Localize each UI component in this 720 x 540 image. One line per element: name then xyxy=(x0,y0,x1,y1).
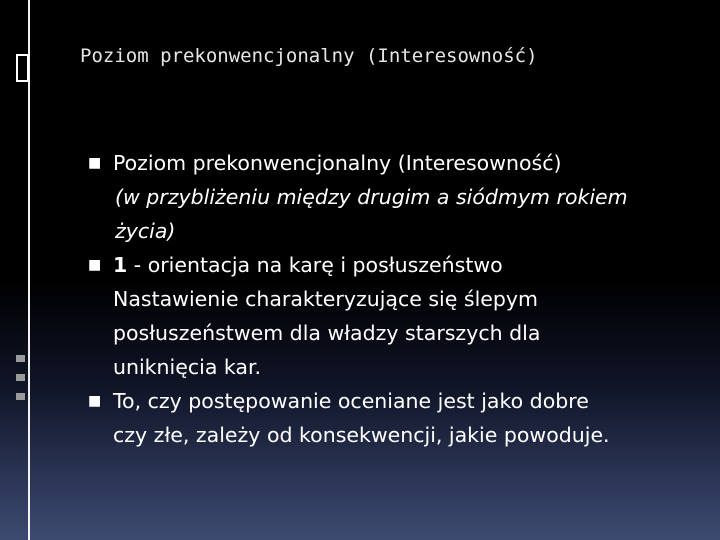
item-text: uniknięcia kar. xyxy=(113,355,262,379)
item-text: posłuszeństwem dla władzy starszych dla xyxy=(113,321,541,345)
item-text: Nastawienie charakteryzujące się ślepym xyxy=(113,287,538,311)
accent-tick-2 xyxy=(16,374,25,381)
item-subtitle: (w przybliżeniu między drugim a siódmym rokiem xyxy=(115,185,628,209)
accent-tick-1 xyxy=(16,355,25,362)
item-text: - orientacja na karę i posłuszeństwo xyxy=(133,253,503,277)
item-text: czy złe, zależy od konsekwencji, jakie powoduje. xyxy=(113,423,610,447)
item-number: 1 xyxy=(113,253,128,277)
list-item xyxy=(88,146,688,248)
square-bullet-icon: ■ xyxy=(88,155,102,171)
slide-title: Poziom prekonwencjonalny (Interesowność) xyxy=(80,45,538,67)
slide-content xyxy=(88,146,688,452)
item-subtitle-cont: życia) xyxy=(115,219,176,243)
item-heading: Poziom prekonwencjonalny (Interesowność) xyxy=(113,151,562,175)
accent-square-inner xyxy=(18,56,27,80)
list-item xyxy=(88,248,688,384)
accent-tick-3 xyxy=(16,393,25,400)
item-line xyxy=(113,248,688,282)
item-text: To, czy postępowanie oceniane jest jako dobre xyxy=(113,389,589,413)
list-item xyxy=(88,384,688,452)
square-bullet-icon: ■ xyxy=(88,257,102,273)
square-bullet-icon: ■ xyxy=(88,393,102,409)
